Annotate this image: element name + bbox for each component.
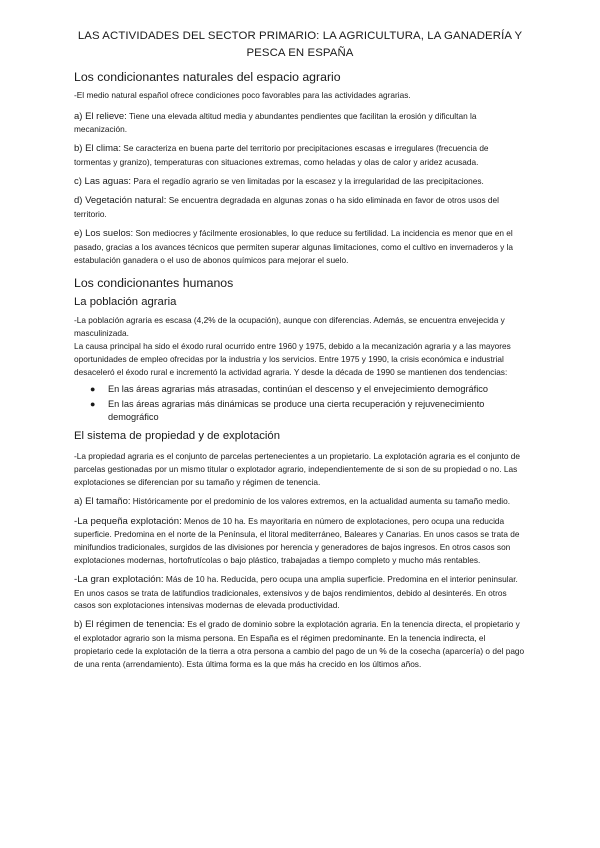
item-text: Se encuentra degradada en algunas zonas o ha sido eliminada en favor de otros usos del territorio. [74, 195, 500, 220]
item-label: b) El régimen de tenencia: [74, 619, 185, 631]
item-text: Es el grado de dominio sobre la explotación agraria. En la tenencia directa, el propietario y el explotador agrario son la misma persona. En España es el régimen predominante. En la tenencia indirecta, el propietario cede la explotación de la tierra a otra persona a cambio del pago de un % de la cosecha (aparcería) o del pago de una renta (arrendamiento). Esta última forma es la que más ha crecido en los últimos años. [74, 619, 525, 669]
item-clima [74, 142, 526, 169]
item-label: a) El relieve: [74, 110, 127, 122]
item-text: Históricamente por el predominio de los valores extremos, en la actualidad aumenta su tamaño medio. [130, 495, 511, 506]
document-title: LAS ACTIVIDADES DEL SECTOR PRIMARIO: LA AGRICULTURA, LA GANADERÍA Y PESCA EN ESPAÑA [77, 30, 523, 59]
list-item-text: En las áreas agrarias más atrasadas, continúan el descenso y el envejecimiento demográfico [108, 384, 488, 395]
poblacion-paragraph-1: -La población agraria es escasa (4,2% de la ocupación), aunque con diferencias. Además, se encuentra envejecida y masculinizada. [74, 315, 505, 339]
bullet-icon: ● [90, 399, 96, 410]
heading-condicionantes-humanos: Los condicionantes humanos [74, 276, 234, 291]
item-aguas [74, 175, 526, 189]
item-label: b) El clima: [74, 143, 121, 155]
item-gran-explotacion [74, 573, 526, 612]
item-label: d) Vegetación natural: [74, 195, 167, 207]
naturales-intro: -El medio natural español ofrece condiciones poco favorables para las actividades agrarias. [74, 90, 411, 100]
item-text: Para el regadío agrario se ven limitadas por la escasez y la irregularidad de las precipitaciones. [131, 175, 484, 186]
item-pequena-explotacion [74, 515, 526, 567]
item-label: e) Los suelos: [74, 228, 134, 240]
list-item [90, 383, 526, 396]
item-tamano [74, 495, 526, 509]
item-text: Se caracteriza en buena parte del territorio por precipitaciones escasas e irregulares (frecuencia de tormentas y granizo), temperaturas con situaciones extremas, como heladas y olas de calor y aridez acusada. [74, 143, 489, 167]
item-vegetacion [74, 194, 526, 221]
item-text: Tiene una elevada altitud media y abundantes pendientes que facilitan la erosión y dificultan la mecanización. [74, 110, 477, 135]
list-item-text: En las áreas agrarias más dinámicas se produce una cierta recuperación y rejuvenecimiento demográfico [108, 399, 485, 423]
item-label: -La pequeña explotación: [74, 515, 182, 527]
bullet-icon: ● [90, 384, 96, 395]
item-text: Son mediocres y fácilmente erosionables, lo que reduce su fertilidad. La incidencia es menor que en el pasado, gracias a los avances técnicos que permiten superar algunas limitaciones, como el cultivo en invernaderos y la estabulación ganadera o el uso de abonos químicos para mejorar el suelo. [74, 228, 514, 265]
poblacion-paragraph-2: La causa principal ha sido el éxodo rural ocurrido entre 1960 y 1975, debido a la mecanización agraria y a las mayores oportunidades de empleo ofrecidas por la industria y los servicios. Entre 1975 y 1990, la crisis económica e industrial desaceleró el éxodo rural e incrementó la actividad agraria. Y desde la década de 1990 se mantienen dos tendencias: [74, 341, 511, 377]
heading-sistema-propiedad: El sistema de propiedad y de explotación [74, 430, 280, 443]
propiedad-intro: -La propiedad agraria es el conjunto de parcelas pertenecientes a un propietario. La explotación agraria es el conjunto de parcelas gestionadas por un mismo titular o explotador agrario, independientemente de si son de su propiedad o no. Las explotaciones se diferencian por su tamaño y régimen de tenencia. [74, 451, 521, 488]
heading-poblacion-agraria: La población agraria [74, 296, 177, 309]
item-text: Menos de 10 ha. Es mayoritaria en número de explotaciones, pero ocupa una reducida superficie. Predomina en el norte de la Península, el litoral mediterráneo, Baleares y Canarias. En unos casos se trata de minifundios tradicionales, surgidos de las divisiones por herencia y generadores de bajos ingresos. En otros casos son explotaciones modernas, hortofrutícolas o bajo plástico, trabajadas a tiempo completo y mucho más rentables. [74, 515, 520, 566]
item-regimen-tenencia [74, 618, 526, 670]
item-label: -La gran explotación: [74, 573, 164, 585]
tendencias-list [74, 383, 526, 424]
item-relieve [74, 110, 526, 137]
item-label: a) El tamaño: [74, 495, 131, 507]
list-item [90, 398, 526, 424]
item-label: c) Las aguas: [74, 175, 132, 187]
heading-condicionantes-naturales: Los condicionantes naturales del espacio agrario [74, 70, 341, 84]
item-text: Más de 10 ha. Reducida, pero ocupa una amplia superficie. Predomina en el interior peninsular. En unos casos se trata de latifundios tradicionales, extensivos y de bajos rendimientos, debido al desinterés. En otros casos son explotaciones intensivas modernas de elevada productividad. [74, 573, 518, 611]
item-suelos [74, 227, 526, 266]
